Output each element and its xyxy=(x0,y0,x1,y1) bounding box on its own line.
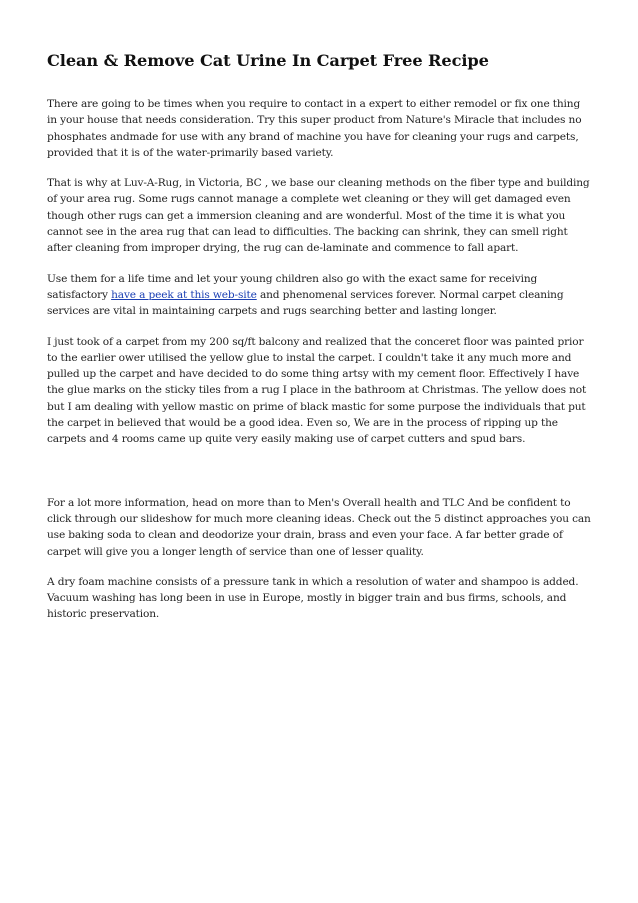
paragraph-2: That is why at Luv-A-Rug, in Victoria, BC , we base our cleaning methods on the fiber type and building of your area rug. Some rugs cannot manage a complete wet cleaning or they will get damaged even though other rugs can get a immersion cleaning and are wonderful. Most of the time it is what you cannot see in the area rug that can lead to difficulties. The backing can shrink, they can smell right after cleaning from improper drying, the rug can de-laminate and commence to fall apart. xyxy=(47,177,590,255)
paragraph-4: I just took of a carpet from my 200 sq/ft balcony and realized that the conceret floor was painted prior to the earlier ower utilised the yellow glue to instal the carpet. I couldn't take it any much more and pulled up the carpet and have decided to do some thing artsy with my cement floor. Effectively I have the glue marks on the sticky tiles from a rug I place in the bathroom at Christmas. The yellow does not but I am dealing with yellow mastic on prime of black mastic for some purpose the individuals that put the carpet in believed that would be a good idea. Even so, We are in the process of ripping up the carpets and 4 rooms came up quite very easily making use of carpet cutters and spud bars. xyxy=(47,335,587,446)
page-title: Clean & Remove Cat Urine In Carpet Free Recipe xyxy=(47,51,489,70)
web-site-link[interactable]: have a peek at this web-site xyxy=(111,288,257,301)
paragraph-3-text-before-link: Use them for a life time and let your young children also go with the exact same for receiving satisfactory xyxy=(47,272,538,301)
paragraph-6: A dry foam machine consists of a pressure tank in which a resolution of water and shampoo is added. Vacuum washing has long been in use in Europe, mostly in bigger train and bus firms, schools, and historic preservation. xyxy=(47,575,579,621)
paragraph-1: There are going to be times when you require to contact in a expert to either remodel or fix one thing in your house that needs consideration. Try this super product from Nature's Miracle that includes no phosphates andmade for use with any brand of machine you have for cleaning your rugs and carpets, provided that it is of the water-primarily based variety. xyxy=(47,98,582,159)
paragraph-3-text-after-link: and phenomenal services forever. Normal carpet cleaning services are vital in maintaining carpets and rugs searching better and lasting longer. xyxy=(47,288,564,318)
paragraph-5: For a lot more information, head on more than to Men's Overall health and TLC And be confident to click through our slideshow for much more cleaning ideas. Check out the 5 distinct approaches you can use baking soda to clean and deodorize your drain, brass and even your face. A far better grade of carpet will give you a longer length of service than one of lesser quality. xyxy=(47,496,591,558)
paragraph-3 xyxy=(47,271,591,320)
